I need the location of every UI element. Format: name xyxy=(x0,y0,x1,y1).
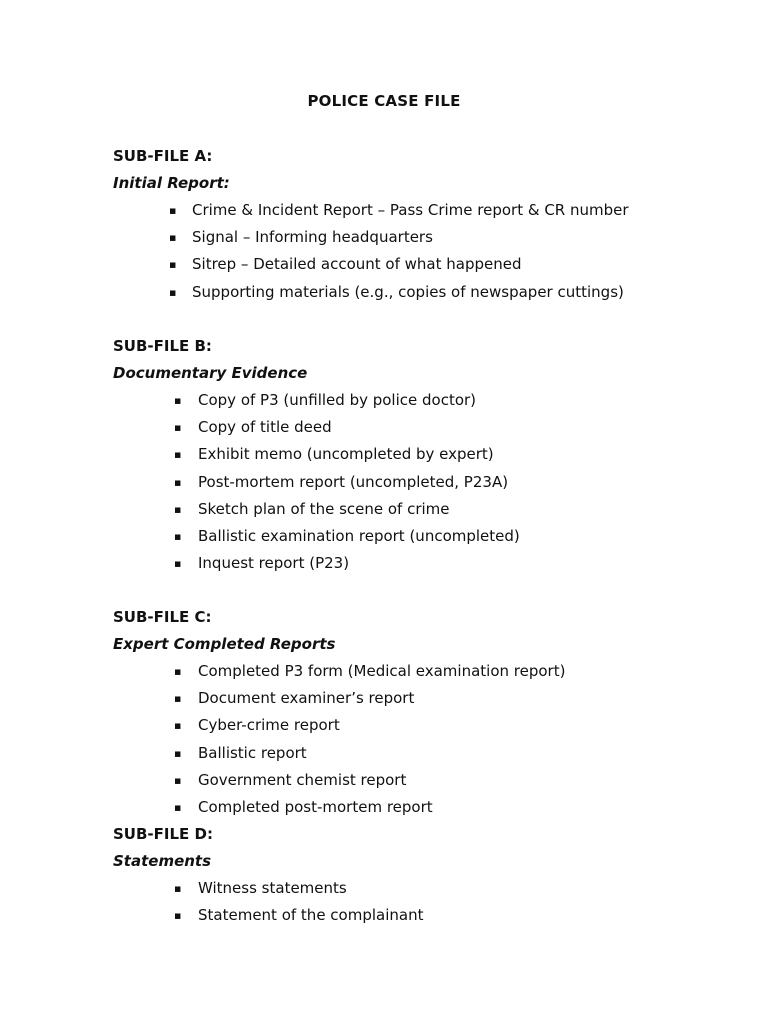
subfile-d-list xyxy=(113,875,733,929)
list-item-text: Ballistic report xyxy=(198,743,307,762)
list-item-text: Statement of the complainant xyxy=(198,906,424,925)
bullet-icon: ▪ xyxy=(174,529,182,543)
subfile-d-subheading: Statements xyxy=(113,852,212,870)
list-item-text: Supporting materials (e.g., copies of newspaper cuttings) xyxy=(192,282,624,301)
list-item-text: Sketch plan of the scene of crime xyxy=(198,499,450,518)
list-item-text: Exhibit memo (uncompleted by expert) xyxy=(198,445,494,464)
bullet-icon: ▪ xyxy=(174,773,182,787)
subfile-b-heading: SUB-FILE B: xyxy=(113,337,212,355)
list-item-text: Document examiner’s report xyxy=(198,689,415,708)
list-item xyxy=(113,875,733,902)
list-item-text: Ballistic examination report (uncompleted) xyxy=(198,526,520,545)
subfile-c-heading: SUB-FILE C: xyxy=(113,608,212,626)
list-item xyxy=(113,902,733,929)
subfile-b-subheading: Documentary Evidence xyxy=(113,364,308,382)
bullet-icon: ▪ xyxy=(169,231,177,245)
bullet-icon: ▪ xyxy=(174,557,182,571)
list-item xyxy=(113,794,733,821)
list-item-text: Crime & Incident Report – Pass Crime report & CR number xyxy=(192,201,629,219)
list-item xyxy=(113,740,733,767)
subfile-b-section xyxy=(113,333,733,577)
list-item xyxy=(113,224,733,251)
subfile-a-list xyxy=(113,197,733,306)
bullet-icon: ▪ xyxy=(174,421,182,435)
subfile-a-section xyxy=(113,143,733,306)
list-item-text: Witness statements xyxy=(198,879,347,897)
bullet-icon: ▪ xyxy=(174,746,182,760)
list-item xyxy=(113,550,733,577)
list-item xyxy=(113,767,733,794)
bullet-icon: ▪ xyxy=(174,800,182,814)
list-item xyxy=(113,712,733,739)
list-item xyxy=(113,251,733,278)
list-item xyxy=(113,685,733,712)
list-item xyxy=(113,279,733,306)
subfile-b-list xyxy=(113,387,733,577)
bullet-icon: ▪ xyxy=(174,692,182,706)
subfile-d-section xyxy=(113,821,733,929)
subfile-c-list xyxy=(113,658,733,821)
bullet-icon: ▪ xyxy=(174,475,182,489)
list-item-text: Cyber-crime report xyxy=(198,716,340,735)
subfile-c-subheading: Expert Completed Reports xyxy=(113,635,336,653)
bullet-icon: ▪ xyxy=(174,909,182,923)
bullet-icon: ▪ xyxy=(169,204,177,217)
bullet-icon: ▪ xyxy=(174,448,182,462)
bullet-icon: ▪ xyxy=(174,719,182,733)
subfile-d-heading: SUB-FILE D: xyxy=(113,825,213,843)
subfile-a-subheading: Initial Report: xyxy=(113,174,230,192)
list-item xyxy=(113,414,733,441)
list-item-text: Completed post-mortem report xyxy=(198,797,433,816)
bullet-icon: ▪ xyxy=(174,665,182,678)
list-item-text: Completed P3 form (Medical examination report) xyxy=(198,662,566,680)
list-item xyxy=(113,387,733,414)
list-item xyxy=(113,658,733,685)
list-item xyxy=(113,197,733,224)
list-item xyxy=(113,441,733,468)
list-item xyxy=(113,523,733,550)
bullet-icon: ▪ xyxy=(174,882,182,895)
subfile-a-heading: SUB-FILE A: xyxy=(113,147,213,165)
list-item-text: Copy of title deed xyxy=(198,418,332,437)
list-item-text: Post-mortem report (uncompleted, P23A) xyxy=(198,472,509,491)
bullet-icon: ▪ xyxy=(174,394,182,407)
list-item-text: Sitrep – Detailed account of what happened xyxy=(192,255,522,274)
list-item xyxy=(113,469,733,496)
subfile-c-section xyxy=(113,604,733,821)
list-item xyxy=(113,496,733,523)
page-title: POLICE CASE FILE xyxy=(307,92,461,110)
list-item-text: Copy of P3 (unfilled by police doctor) xyxy=(198,391,477,409)
list-item-text: Signal – Informing headquarters xyxy=(192,228,433,247)
list-item-text: Inquest report (P23) xyxy=(198,554,350,573)
bullet-icon: ▪ xyxy=(169,258,177,272)
list-item-text: Government chemist report xyxy=(198,770,407,789)
bullet-icon: ▪ xyxy=(169,285,177,299)
bullet-icon: ▪ xyxy=(174,502,182,516)
